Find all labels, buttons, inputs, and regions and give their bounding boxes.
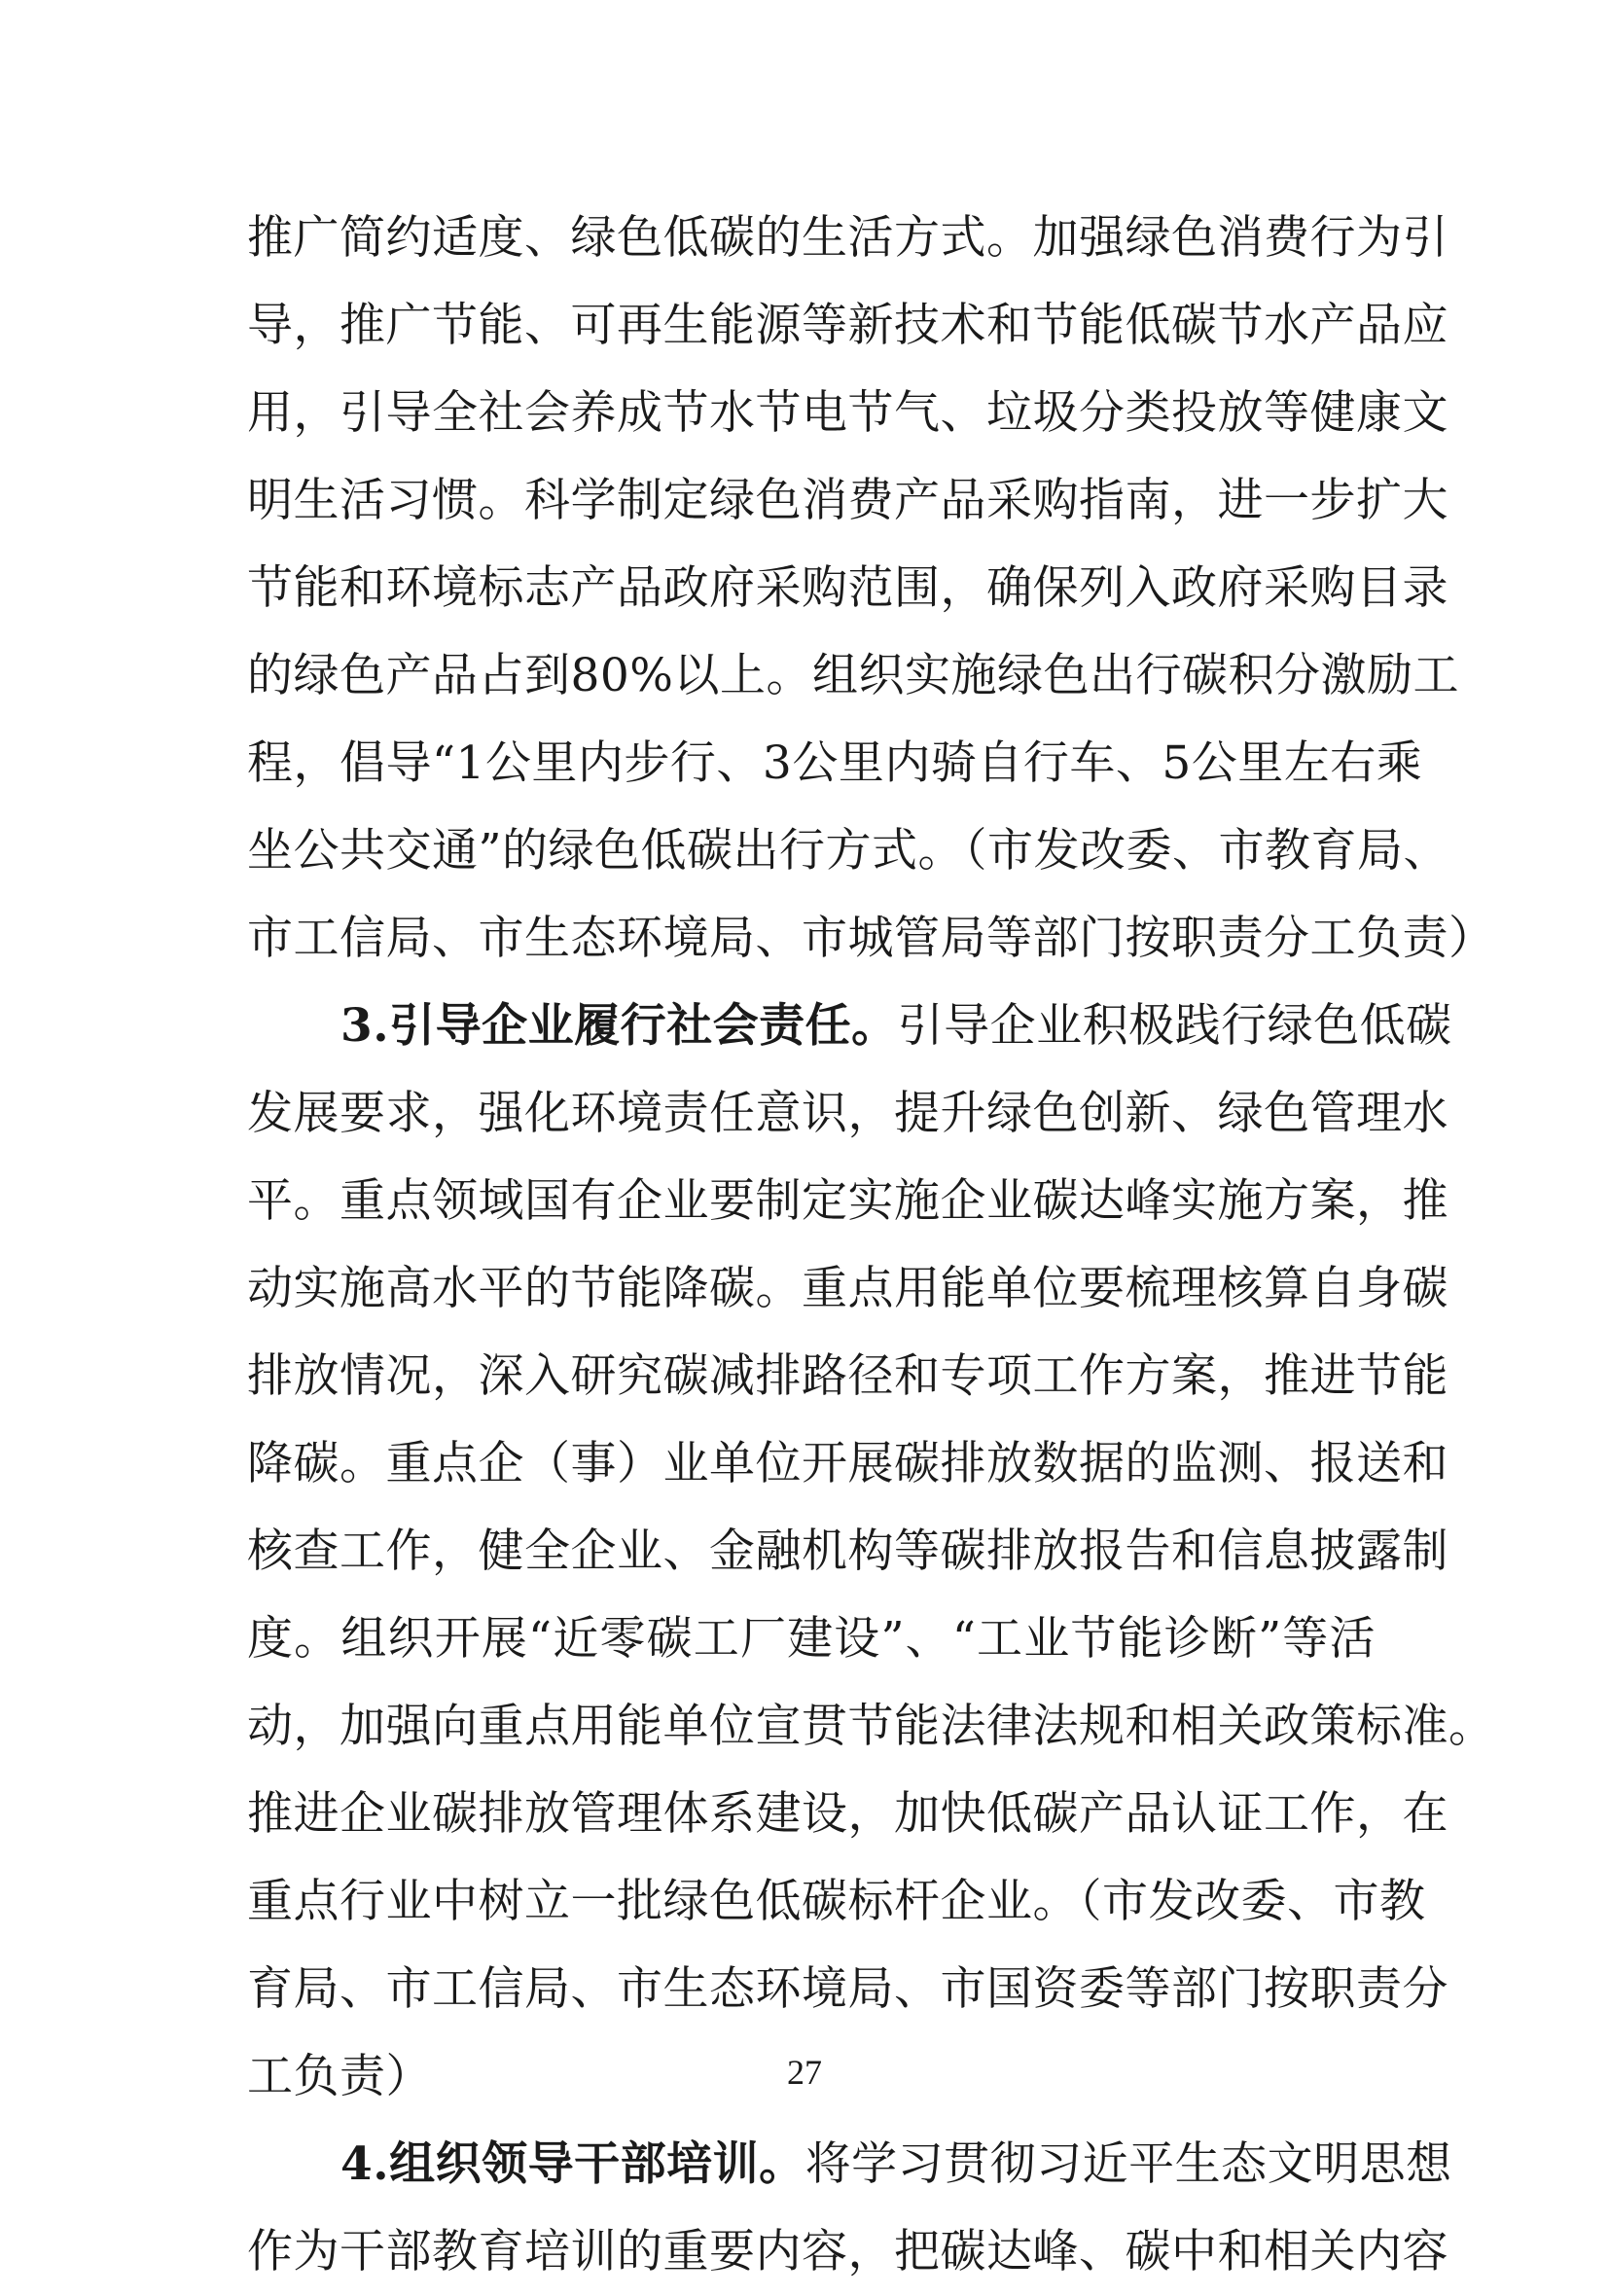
- section-4-first-line-text: 将学习贯彻习近平生态文明思想: [804, 2137, 1452, 2191]
- text-line: 程，倡导“1公里内步行、3公里内骑自行车、5公里左右乘: [247, 736, 1423, 790]
- section-4-heading: 4.组织领导干部培训。: [340, 2137, 805, 2191]
- text-line: 坐公共交通”的绿色低碳出行方式。（市发改委、市教育局、: [247, 824, 1450, 878]
- text-line: 作为干部教育培训的重要内容，把碳达峰、碳中和相关内容: [247, 2225, 1448, 2278]
- text-line: 节能和环境标志产品政府采购范围，确保列入政府采购目录: [247, 561, 1448, 615]
- text-line: 核查工作，健全企业、金融机构等碳排放报告和信息披露制: [247, 1525, 1448, 1578]
- text-line: 用，引导全社会养成节水节电节气、垃圾分类投放等健康文: [247, 386, 1448, 440]
- text-line: 推广简约适度、绿色低碳的生活方式。加强绿色消费行为引: [247, 211, 1448, 265]
- text-line: 明生活习惯。科学制定绿色消费产品采购指南，进一步扩大: [247, 474, 1448, 527]
- section-4-first-line: [247, 2121, 1452, 2208]
- section-3-heading: 3.引导企业履行社会责任。: [340, 999, 898, 1053]
- body-text: [247, 195, 1495, 2296]
- section-3-first-line-text: 引导企业积极践行绿色低碳: [897, 999, 1452, 1053]
- page-number: 27: [787, 2053, 822, 2092]
- text-line: 平。重点领域国有企业要制定实施企业碳达峰实施方案，推: [247, 1174, 1448, 1228]
- text-line: 降碳。重点企（事）业单位开展碳排放数据的监测、报送和: [247, 1437, 1448, 1490]
- text-line: 度。组织开展“近零碳工厂建设”、“工业节能诊断”等活: [247, 1612, 1376, 1666]
- text-line: 重点行业中树立一批绿色低碳标杆企业。（市发改委、市教: [247, 1875, 1426, 1928]
- section-3-first-line: [247, 983, 1452, 1070]
- text-line: 育局、市工信局、市生态环境局、市国资委等部门按职责分: [247, 1962, 1448, 2016]
- text-line: 动实施高水平的节能降碳。重点用能单位要梳理核算自身碳: [247, 1262, 1448, 1315]
- text-line: 排放情况，深入研究碳减排路径和专项工作方案，推进节能: [247, 1349, 1448, 1403]
- text-line: 市工信局、市生态环境局、市城管局等部门按职责分工负责）: [247, 912, 1495, 965]
- text-line: 发展要求，强化环境责任意识，提升绿色创新、绿色管理水: [247, 1087, 1448, 1140]
- text-line: 推进企业碳排放管理体系建设，加快低碳产品认证工作，在: [247, 1787, 1448, 1841]
- text-line: 工负责）: [247, 2050, 432, 2103]
- text-line: 导，推广节能、可再生能源等新技术和节能低碳节水产品应: [247, 299, 1448, 352]
- text-line: 动，加强向重点用能单位宣贯节能法律法规和相关政策标准。: [247, 1700, 1495, 1753]
- text-line: 的绿色产品占到80%以上。组织实施绿色出行碳积分激励工: [247, 649, 1459, 702]
